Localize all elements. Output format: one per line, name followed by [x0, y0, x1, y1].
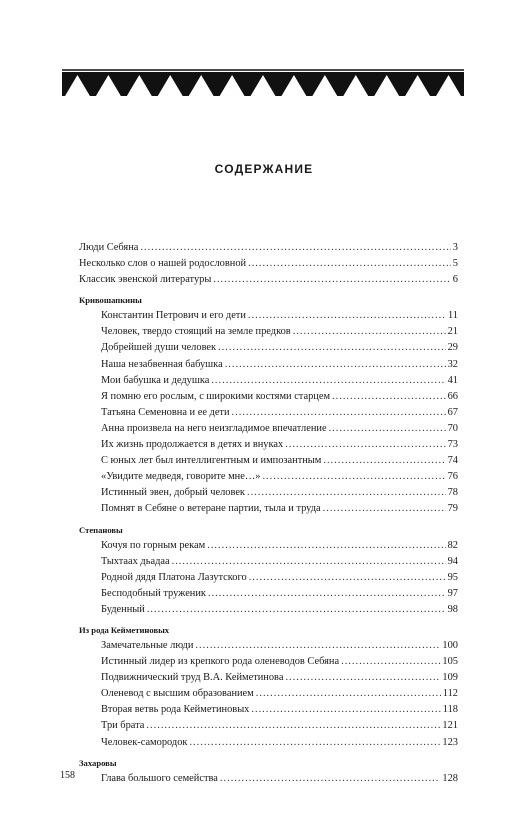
- entry-page: 100: [442, 639, 458, 651]
- entry-page: 118: [442, 704, 458, 716]
- entry-page: 98: [447, 603, 458, 615]
- dot-leader: [248, 256, 451, 272]
- entry-page: 67: [447, 406, 458, 418]
- toc-entry: [79, 240, 458, 256]
- toc-subentry: [79, 389, 458, 405]
- dot-leader: [172, 554, 446, 570]
- entry-page: 94: [447, 555, 458, 567]
- section-heading: Степановы: [79, 524, 123, 535]
- entry-title: Кочуя по горным рекам: [101, 539, 206, 551]
- dot-leader: [341, 654, 440, 670]
- dot-leader: [225, 357, 446, 373]
- toc-subentry: [79, 686, 458, 702]
- entry-title: Оленевод с высшим образованием: [101, 688, 254, 700]
- entry-page: 112: [442, 688, 458, 700]
- dot-leader: [189, 735, 440, 751]
- entry-title: Помнят в Себяне о ветеране партии, тыла и труда: [101, 503, 321, 515]
- entry-page: 76: [447, 471, 458, 483]
- entry-title: Я помню его рослым, с широкими костями старцем: [101, 390, 331, 402]
- section-heading: Кривошапкины: [79, 295, 142, 306]
- dot-leader: [249, 570, 446, 586]
- dot-leader: [323, 501, 446, 517]
- entry-page: 79: [447, 503, 458, 515]
- toc-subentry: [79, 735, 458, 751]
- entry-page: 5: [452, 258, 458, 270]
- toc-entry: [79, 256, 458, 272]
- entry-page: 70: [447, 422, 458, 434]
- toc-subentry: [79, 702, 458, 718]
- toc-subentry: [79, 469, 458, 485]
- dot-leader: [285, 670, 440, 686]
- dot-leader: [256, 686, 441, 702]
- entry-title: Классик эвенской литературы: [79, 274, 212, 286]
- dot-leader: [329, 421, 446, 437]
- dot-leader: [248, 308, 446, 324]
- entry-page: 73: [447, 439, 458, 451]
- entry-title: Их жизнь продолжается в детях и внуках: [101, 439, 284, 451]
- entry-title: Буденный: [101, 603, 145, 615]
- toc-subentry: [79, 554, 458, 570]
- entry-page: 74: [447, 455, 458, 467]
- dot-leader: [211, 373, 445, 389]
- entry-page: 78: [447, 487, 458, 499]
- entry-page: 82: [447, 539, 458, 551]
- toc-subentry: [79, 437, 458, 453]
- dot-leader: [195, 638, 440, 654]
- section-heading: Захаровы: [79, 757, 117, 768]
- entry-page: 123: [442, 736, 458, 748]
- dot-leader: [208, 586, 446, 602]
- toc-subentry: [79, 357, 458, 373]
- dot-leader: [147, 602, 446, 618]
- dot-leader: [218, 340, 446, 356]
- entry-title: Замечательные люди: [101, 639, 194, 651]
- entry-title: «Увидите медведя, говорите мне…»: [101, 471, 261, 483]
- toc-subentry: [79, 485, 458, 501]
- toc-subentry: [79, 718, 458, 734]
- toc-subentry: [79, 538, 458, 554]
- dot-leader: [332, 389, 446, 405]
- decorative-ornament-band: [62, 68, 464, 96]
- entry-page: 66: [447, 390, 458, 402]
- entry-title: Люди Себяна: [79, 242, 139, 253]
- dot-leader: [247, 485, 446, 501]
- entry-title: Тыхтаах дьадаа: [101, 555, 170, 567]
- entry-title: Человек-самородок: [101, 736, 188, 748]
- entry-page: 41: [447, 374, 458, 386]
- entry-title: Мои бабушка и дедушка: [101, 374, 210, 386]
- toc-subentry: [79, 638, 458, 654]
- entry-title: Глава большого семейства: [101, 772, 218, 784]
- entry-title: Человек, твердо стоящий на земле предков: [101, 326, 291, 338]
- dot-leader: [146, 718, 440, 734]
- toc-subentry: [79, 501, 458, 517]
- entry-page: 121: [442, 720, 458, 732]
- entry-page: 6: [452, 274, 458, 286]
- section-heading: Из рода Кейметиновых: [79, 624, 170, 635]
- dot-leader: [213, 272, 450, 288]
- entry-title: С юных лет был интеллигентным и импозантным: [101, 455, 322, 467]
- entry-title: Вторая ветвь рода Кейметиновых: [101, 704, 250, 716]
- dot-leader: [262, 469, 445, 485]
- toc-subentry: [79, 340, 458, 356]
- entry-title: Бесподобный труженик: [101, 587, 206, 599]
- entry-page: 128: [442, 772, 458, 784]
- entry-title: Наша незабвенная бабушка: [101, 358, 223, 370]
- toc-subentry: [79, 324, 458, 340]
- table-of-contents: [79, 240, 458, 787]
- entry-page: 32: [447, 358, 458, 370]
- dot-leader: [251, 702, 440, 718]
- entry-title: Подвижнический труд В.А. Кейметинова: [101, 672, 284, 684]
- entry-page: 109: [442, 672, 458, 684]
- entry-page: 105: [442, 656, 458, 668]
- toc-subentry: [79, 670, 458, 686]
- dot-leader: [220, 771, 441, 787]
- toc-subentry: [79, 373, 458, 389]
- entry-page: 21: [447, 326, 458, 338]
- dot-leader: [323, 453, 445, 469]
- entry-title: Добрейшей души человек: [101, 342, 217, 354]
- toc-subentry: [79, 421, 458, 437]
- entry-title: Татьяна Семеновна и ее дети: [101, 406, 230, 418]
- toc-subentry: [79, 654, 458, 670]
- toc-subentry: [79, 771, 458, 787]
- entry-page: 11: [447, 310, 458, 322]
- entry-page: 95: [447, 571, 458, 583]
- toc-subentry: [79, 570, 458, 586]
- toc-subentry: [79, 586, 458, 602]
- toc-subentry: [79, 602, 458, 618]
- entry-page: 3: [452, 242, 458, 253]
- dot-leader: [232, 405, 446, 421]
- entry-title: Несколько слов о нашей родословной: [79, 258, 247, 270]
- entry-title: Анна произвела на него неизгладимое впечатление: [101, 422, 327, 434]
- entry-title: Родной дядя Платона Лазутского: [101, 571, 247, 583]
- page-title: СОДЕРЖАНИЕ: [214, 162, 314, 176]
- toc-subentry: [79, 453, 458, 469]
- dot-leader: [285, 437, 445, 453]
- entry-title: Истинный лидер из крепкого рода оленеводов Себяна: [101, 656, 340, 668]
- dot-leader: [207, 538, 445, 554]
- toc-entry: [79, 272, 458, 288]
- entry-title: Истинный эвен, добрый человек: [101, 487, 245, 499]
- dot-leader: [293, 324, 446, 340]
- dot-leader: [140, 240, 450, 256]
- entry-title: Три брата: [101, 720, 145, 732]
- toc-subentry: [79, 308, 458, 324]
- entry-page: 97: [447, 587, 458, 599]
- entry-page: 29: [447, 342, 458, 354]
- page-number: 158: [60, 770, 75, 781]
- toc-subentry: [79, 405, 458, 421]
- entry-title: Константин Петрович и его дети: [101, 310, 246, 322]
